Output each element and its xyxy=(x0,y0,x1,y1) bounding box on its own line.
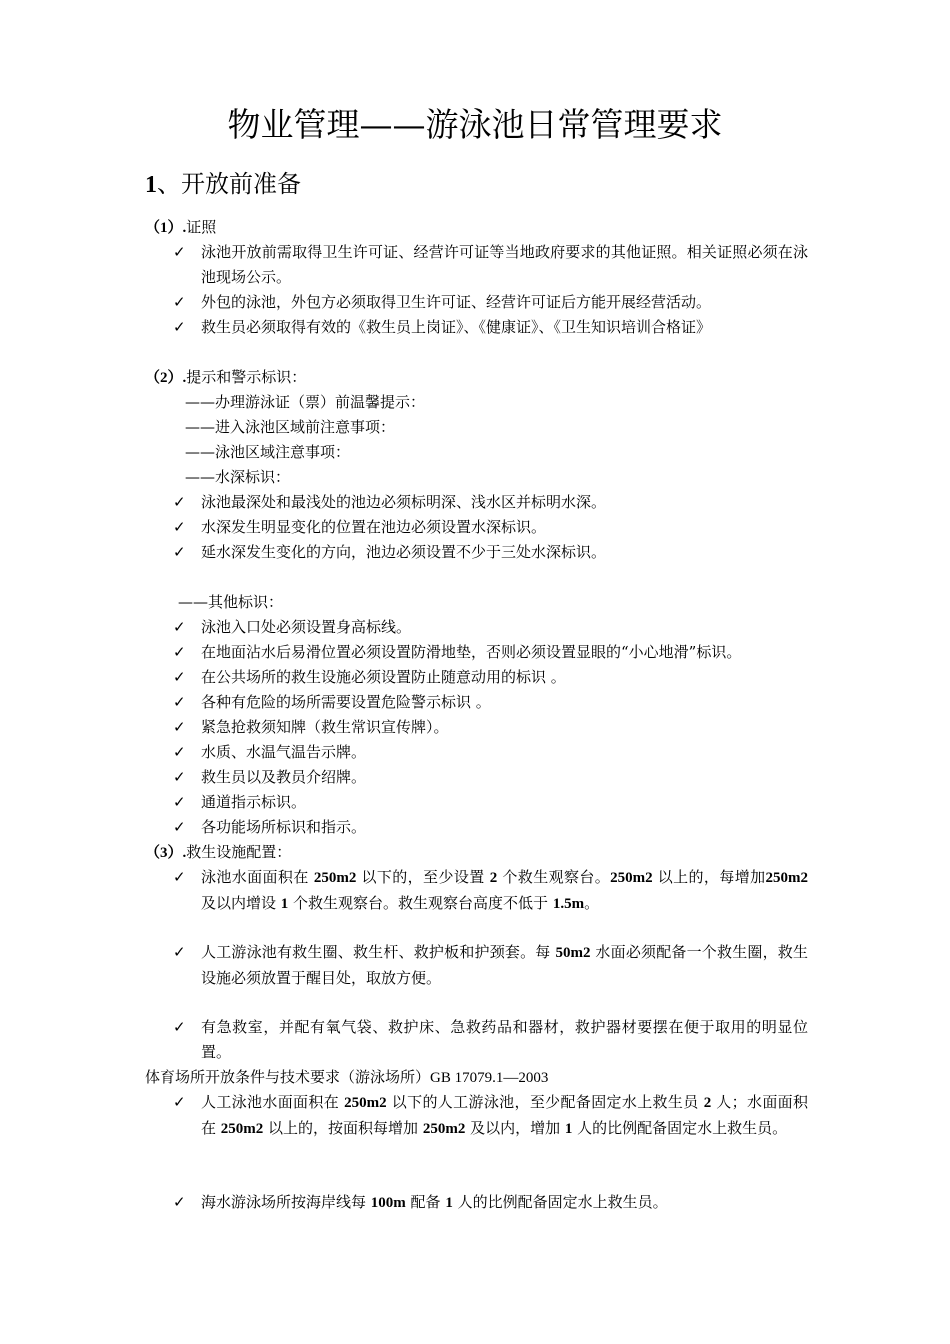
list-item: 救生员必须取得有效的《救生员上岗证》、《健康证》、《卫生知识培训合格证》 xyxy=(201,318,712,336)
list-item: 通道指示标识。 xyxy=(201,793,307,811)
list-item: 延水深发生变化的方向，池边必须设置不少于三处水深标识。 xyxy=(201,543,607,561)
dash-line: ——其他标识： xyxy=(178,593,284,611)
text: 个救生观察台。 xyxy=(497,868,611,886)
list-item: 泳池最深处和最浅处的池边必须标明深、浅水区并标明水深。 xyxy=(201,493,607,511)
list-item: 泳池开放前需取得卫生许可证、经营许可证等当地政府要求的其他证照。相关证照必须在泳池现场公示。 xyxy=(201,243,808,286)
dash-line: ——进入泳池区域前注意事项： xyxy=(185,418,396,436)
check-icon: ✓ xyxy=(173,518,186,536)
list-item xyxy=(201,865,808,917)
text: 以上的，按面积每增加 xyxy=(263,1119,423,1137)
subsection-label: 证照 xyxy=(186,218,217,236)
list-item: 外包的泳池，外包方必须取得卫生许可证、经营许可证后方能开展经营活动。 xyxy=(201,293,712,311)
check-icon: ✓ xyxy=(173,618,186,636)
standard-code: GB 17079.1—2003 xyxy=(430,1070,549,1086)
text: 以下的人工游泳池，至少配备固定水上救生员 xyxy=(386,1093,704,1111)
text: 人工泳池水面面积在 xyxy=(201,1093,345,1111)
list-item: 各功能场所标识和指示。 xyxy=(201,818,367,836)
text: 水面必须配备一个救生圈，救生设施必须放置于醒目处，取放方便。 xyxy=(201,943,808,987)
dash-line: ——水深标识： xyxy=(185,468,291,486)
subsection-signs xyxy=(145,365,306,391)
list-item: 在地面沾水后易滑位置必须设置防滑地垫，否则必须设置显眼的“小心地滑”标识。 xyxy=(201,643,742,661)
check-icon: ✓ xyxy=(173,668,186,686)
text: 海水游泳场所按海岸线每 xyxy=(201,1193,371,1211)
subsection-rescue xyxy=(145,840,291,866)
list-item: 紧急抢救须知牌（救生常识宣传牌）。 xyxy=(201,718,449,736)
subsection-licenses xyxy=(145,215,216,241)
text: 人；水面面积在 xyxy=(201,1093,808,1137)
value: 1 xyxy=(280,896,289,912)
value: 1 xyxy=(445,1195,453,1211)
list-item: 水深发生明显变化的位置在池边必须设置水深标识。 xyxy=(201,518,547,536)
text: 人的比例配备固定水上救生员。 xyxy=(452,1193,668,1211)
text: 人工游泳池有救生圈、救生杆、救护板和护颈套。每 xyxy=(201,943,556,961)
section-number: 1 xyxy=(145,172,157,198)
value: 250m2 xyxy=(220,1121,264,1137)
check-icon: ✓ xyxy=(173,543,186,561)
dash-line: ——泳池区域注意事项： xyxy=(185,443,351,461)
text: 。 xyxy=(584,894,600,912)
text: 配备 xyxy=(405,1193,446,1211)
list-item: 在公共场所的救生设施必须设置防止随意动用的标识 。 xyxy=(201,668,566,686)
subsection-number: （3）. xyxy=(145,845,187,861)
standard-reference xyxy=(145,1065,548,1091)
list-item: 泳池入口处必须设置身高标线。 xyxy=(201,618,412,636)
subsection-label: 提示和警示标识： xyxy=(186,368,307,386)
value: 2 xyxy=(703,1095,712,1111)
check-icon: ✓ xyxy=(173,793,186,811)
check-icon: ✓ xyxy=(173,743,186,761)
text: 及以内，增加 xyxy=(465,1119,565,1137)
subsection-number: （2）. xyxy=(145,370,187,386)
check-icon: ✓ xyxy=(173,768,186,786)
value: 250m2 xyxy=(765,870,808,886)
standard-text: 体育场所开放条件与技术要求（游泳场所） xyxy=(145,1068,431,1086)
value: 1.5m xyxy=(552,896,585,912)
check-icon: ✓ xyxy=(173,493,186,511)
page-title: 物业管理——游泳池日常管理要求 xyxy=(227,105,723,144)
text: 以下的，至少设置 xyxy=(356,868,490,886)
dash-line: ——办理游泳证（票）前温馨提示： xyxy=(185,393,426,411)
check-icon: ✓ xyxy=(173,243,186,261)
check-icon: ✓ xyxy=(173,818,186,836)
text: 人的比例配备固定水上救生员。 xyxy=(572,1119,788,1137)
subsection-label: 救生设施配置： xyxy=(186,843,292,861)
text: 以上的，每增加 xyxy=(652,868,766,886)
list-item: 水质、水温气温告示牌。 xyxy=(201,743,367,761)
section-heading xyxy=(145,166,301,203)
check-icon: ✓ xyxy=(173,868,186,886)
check-icon: ✓ xyxy=(173,693,186,711)
list-item xyxy=(201,940,808,991)
value: 250m2 xyxy=(610,870,653,886)
list-item xyxy=(201,1090,808,1142)
value: 1 xyxy=(564,1121,573,1137)
text: 个救生观察台。救生观察台高度不低于 xyxy=(288,894,553,912)
check-icon: ✓ xyxy=(173,1018,186,1036)
check-icon: ✓ xyxy=(173,943,186,961)
value: 250m2 xyxy=(313,870,357,886)
section-heading-text: 、开放前准备 xyxy=(157,170,301,198)
list-item: 有急救室，并配有氧气袋、救护床、急救药品和器材，救护器材要摆在便于取用的明显位置。 xyxy=(201,1018,808,1061)
subsection-number: （1）. xyxy=(145,220,187,236)
check-icon: ✓ xyxy=(173,643,186,661)
value: 100m xyxy=(370,1195,406,1211)
text: 及以内增设 xyxy=(201,894,281,912)
value: 250m2 xyxy=(422,1121,466,1137)
check-icon: ✓ xyxy=(173,1193,186,1211)
value: 2 xyxy=(489,870,498,886)
value: 50m2 xyxy=(555,945,591,961)
check-icon: ✓ xyxy=(173,318,186,336)
check-icon: ✓ xyxy=(173,293,186,311)
check-icon: ✓ xyxy=(173,1093,186,1111)
list-item xyxy=(201,1190,808,1216)
value: 250m2 xyxy=(344,1095,387,1111)
list-item: 救生员以及教员介绍牌。 xyxy=(201,768,367,786)
list-item: 各种有危险的场所需要设置危险警示标识 。 xyxy=(201,693,491,711)
check-icon: ✓ xyxy=(173,718,186,736)
text: 泳池水面面积在 xyxy=(201,868,314,886)
